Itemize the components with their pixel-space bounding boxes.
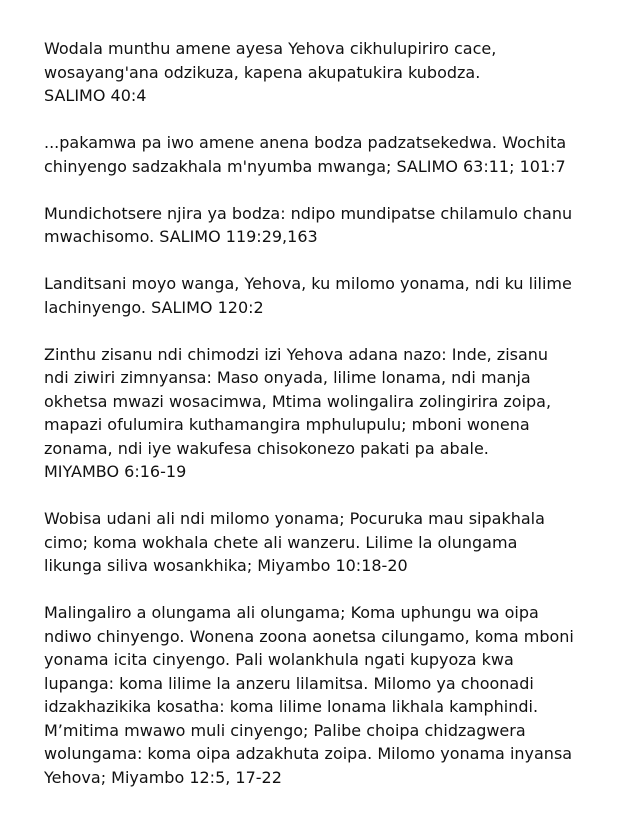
verse-reference: SALIMO 40:4 [44,86,147,105]
text-line: wolungama: koma oipa adzakhuta zoipa. Milomo yonama inyansa [44,744,573,763]
text-line: Wobisa udani ali ndi milomo yonama; Pocuruka mau sipakhala [44,509,545,528]
text-line: wosayang'ana odzikuza, kapena akupatukira kubodza. [44,62,481,82]
text-line: idzakhazikika kosatha: koma lilime lonama likhala kamphindi. [44,697,539,716]
text-line: yonama icita cinyengo. Pali wolankhula ngati kupyoza kwa [44,650,514,669]
text-line: lupanga: koma lilime la anzeru lilamitsa. Milomo ya choonadi [44,673,534,693]
verse-paragraph-1 [44,37,604,108]
text-line: ndi ziwiri zimnyansa: Maso onyada, lilime lonama, ndi manja [44,368,531,387]
verse-reference: MIYAMBO 6:16-19 [44,462,187,481]
text-line: ndiwo chinyengo. Wonena zoona aonetsa cilungamo, koma mboni [44,626,574,646]
verse-paragraph-6 [44,507,604,578]
verse-paragraph-5 [44,343,604,484]
text-line: ...pakamwa pa iwo amene anena bodza padzatsekedwa. Wochita [44,133,567,152]
text-line: mapazi ofulumira kuthamangira mphulupulu; mboni wonena [44,415,530,434]
text-line: zonama, ndi iye wakufesa chisokonezo pakati pa abale. [44,438,489,458]
verse-paragraph-7 [44,601,604,789]
verse-paragraph-4 [44,272,604,319]
document-body [44,37,604,813]
text-line: mwachisomo. SALIMO 119:29,163 [44,227,318,246]
text-line: lachinyengo. SALIMO 120:2 [44,297,264,317]
text-line: chinyengo sadzakhala m'nyumba mwanga; SALIMO 63:11; 101:7 [44,156,566,176]
verse-paragraph-3 [44,202,604,249]
text-line: okhetsa mwazi wosacimwa, Mtima wolingalira zolingirira zoipa, [44,391,552,411]
text-line: Zinthu zisanu ndi chimodzi izi Yehova adana nazo: Inde, zisanu [44,344,549,364]
text-line: M’mitima mwawo muli cinyengo; Palibe choipa chidzagwera [44,720,526,740]
verse-paragraph-2 [44,131,604,178]
text-line: Mundichotsere njira ya bodza: ndipo mundipatse chilamulo chanu [44,203,573,223]
text-line: Wodala munthu amene ayesa Yehova cikhulupiriro cace, [44,39,497,58]
text-line: cimo; koma wokhala chete ali wanzeru. Lilime la olungama [44,532,518,552]
text-line: Yehova; Miyambo 12:5, 17-22 [44,767,282,787]
text-line: Malingaliro a olungama ali olungama; Koma uphungu wa oipa [44,603,539,622]
text-line: Landitsani moyo wanga, Yehova, ku milomo yonama, ndi ku lilime [44,274,572,293]
text-line: likunga siliva wosankhika; Miyambo 10:18-20 [44,556,408,575]
